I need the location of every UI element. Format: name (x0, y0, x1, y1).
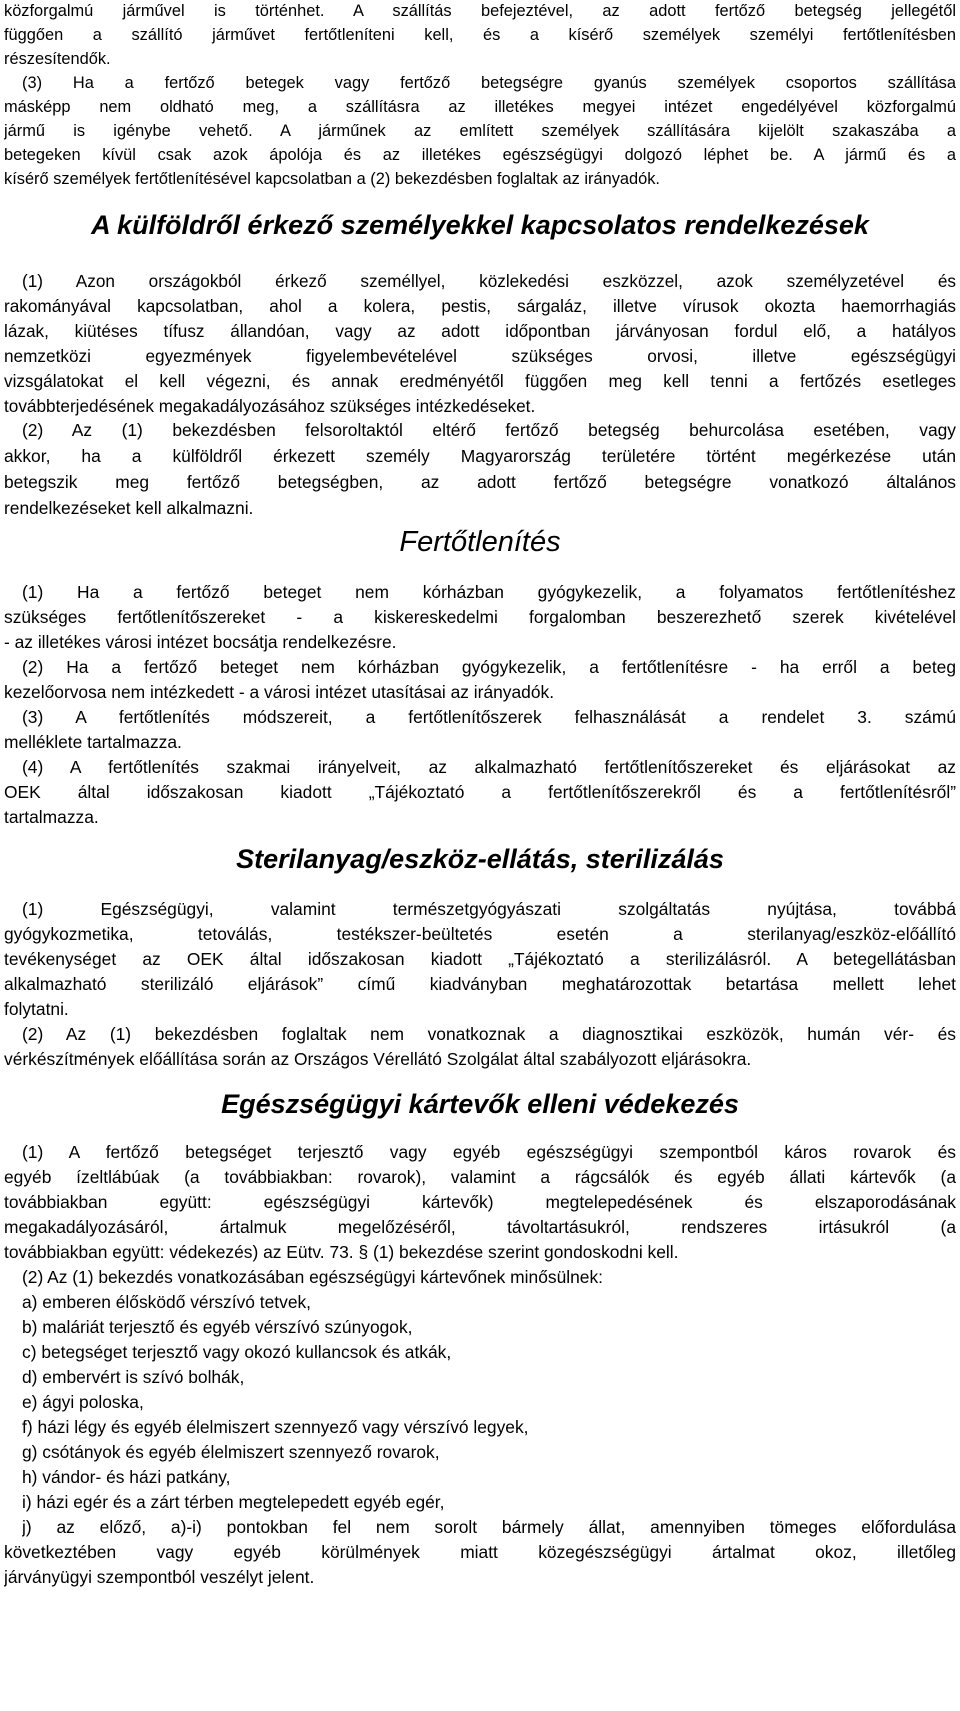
paragraph-line: részesítendők. (4, 50, 111, 68)
list-item: i) házi egér és a zárt térben megtelepedett egyéb egér, (22, 1492, 445, 1512)
paragraph-line: továbbiakban együtt: védekezés) az Eütv. 73. § (1) bekezdése szerint gondoskodni kell. (4, 1242, 679, 1262)
paragraph-line: továbbterjedésének megakadályozásához szükséges intézkedéseket. (4, 396, 536, 416)
paragraph-line: nemzetközi egyezmények figyelembevételével szükséges orvosi, illetve egészségügyi (4, 346, 956, 366)
paragraph-line: rendelkezéseket kell alkalmazni. (4, 498, 254, 518)
paragraph-line: következtében vagy egyéb körülmények miatt közegészségügyi ártalmat okoz, illetőleg (4, 1542, 956, 1562)
paragraph-line: szükséges fertőtlenítőszereket - a kiskereskedelmi forgalomban beszerezhető szerek kivételével (4, 607, 956, 627)
paragraph-line: folytatni. (4, 999, 69, 1019)
paragraph-line: betegszik meg fertőző betegségben, az adott fertőző betegségre vonatkozó általános (4, 472, 956, 492)
paragraph-line: függően a szállító járművet fertőtleníteni kell, és a kísérő személyek személyi fertőtlenítésben (4, 26, 956, 44)
paragraph-line: kezelőorvosa nem intézkedett - a városi intézet utasításai az irányadók. (4, 682, 555, 702)
list-item: b) maláriát terjesztő és egyéb vérszívó szúnyogok, (22, 1317, 413, 1337)
paragraph-line: továbbiakban együtt: egészségügyi kártevők) megtelepedésének és elszaporodásának (4, 1192, 956, 1212)
list-item: d) embervért is szívó bolhák, (22, 1367, 245, 1387)
paragraph-line: vizsgálatokat el kell végezni, és annak eredményétől függően meg kell tenni a fertőzés esetleges (4, 371, 956, 391)
paragraph-line: tevékenységet az OEK által időszakosan kiadott „Tájékoztató a sterilizálásról. A betegellátásban (4, 949, 956, 969)
list-item: h) vándor- és házi patkány, (22, 1467, 231, 1487)
paragraph-line: OEK által időszakosan kiadott „Tájékoztató a fertőtlenítőszerekről és a fertőtlenítésről” (4, 782, 956, 802)
paragraph-line: megakadályozásáról, ártalmuk megelőzéséről, távoltartásukról, rendszeres irtásukról (a (4, 1217, 956, 1237)
paragraph-line: (1) Azon országokból érkező személlyel, közlekedési eszközzel, azok személyzetével és (22, 271, 956, 291)
paragraph-line: közforgalmú járművel is történhet. A szállítás befejeztével, az adott fertőző betegség jellegétől (4, 2, 956, 20)
paragraph-line: (1) Egészségügyi, valamint természetgyógyászati szolgáltatás nyújtása, továbbá (22, 899, 956, 919)
paragraph-line: (2) Az (1) bekezdés vonatkozásában egészségügyi kártevőnek minősülnek: (22, 1267, 603, 1287)
paragraph-line: kísérő személyek fertőtlenítésével kapcsolatban a (2) bekezdésben foglaltak az irányadók. (4, 170, 660, 188)
paragraph-line: akkor, ha a külföldről érkezett személy Magyarország területére történt megérkezése után (4, 446, 956, 466)
paragraph-line: gyógykozmetika, tetoválás, testékszer-beültetés esetén a sterilanyag/eszköz-előállító (4, 924, 956, 944)
paragraph-line: lázak, kiütéses tífusz állandóan, vagy az adott időpontban járványosan fordul elő, a hatályos (4, 321, 956, 341)
paragraph-line: (1) A fertőző betegséget terjesztő vagy egyéb egészségügyi szempontból káros rovarok és (22, 1142, 956, 1162)
paragraph-line: jármű is igénybe vehető. A járműnek az említett személyek szállítására kijelölt szakaszába a (4, 122, 956, 140)
paragraph-line: rakományával kapcsolatban, ahol a kolera, pestis, sárgaláz, illetve vírusok okozta haemorrhagiás (4, 296, 956, 316)
list-item: e) ágyi poloska, (22, 1392, 144, 1412)
paragraph-line: (2) Az (1) bekezdésben foglaltak nem vonatkoznak a diagnosztikai eszközök, humán vér- és (22, 1024, 956, 1044)
paragraph-line: melléklete tartalmazza. (4, 732, 182, 752)
paragraph-line: tartalmazza. (4, 807, 99, 827)
list-item: j) az előző, a)-i) pontokban fel nem sorolt bármely állat, amennyiben tömeges előfordulása (22, 1517, 956, 1537)
paragraph-line: (4) A fertőtlenítés szakmai irányelveit, az alkalmazható fertőtlenítőszereket és eljárásokat az (22, 757, 956, 777)
paragraph-line: betegeken kívül csak azok ápolója és az illetékes egészségügyi dolgozó léphet be. A jármű és a (4, 146, 956, 164)
paragraph-line: másképp nem oldható meg, a szállításra az illetékes megyei intézet engedélyével közforgalmú (4, 98, 956, 116)
paragraph-line: (2) Ha a fertőző beteget nem kórházban gyógykezelik, a fertőtlenítésre - ha erről a beteg (22, 657, 956, 677)
paragraph-line: vérkészítmények előállítása során az Országos Vérellátó Szolgálat által szabályozott eljárásokra. (4, 1049, 752, 1069)
paragraph-line: alkalmazható sterilizáló eljárások” című kiadványban meghatározottak betartása mellett lehet (4, 974, 956, 994)
list-item: f) házi légy és egyéb élelmiszert szennyező vagy vérszívó legyek, (22, 1417, 529, 1437)
paragraph-line: - az illetékes városi intézet bocsátja rendelkezésre. (4, 632, 397, 652)
paragraph-line: (2) Az (1) bekezdésben felsoroltaktól eltérő fertőző betegség behurcolása esetében, vagy (22, 420, 956, 440)
section-heading-steril: Sterilanyag/eszköz-ellátás, sterilizálás (236, 844, 724, 874)
section-heading-kartevo: Egészségügyi kártevők elleni védekezés (221, 1089, 739, 1119)
section-heading-fertotlenites: Fertőtlenítés (399, 526, 561, 558)
paragraph-line: egyéb ízeltlábúak (a továbbiakban: rovarok), valamint a rágcsálók és egyéb állati kártevők (a (4, 1167, 956, 1187)
paragraph-line: járványügyi szempontból veszélyt jelent. (4, 1567, 315, 1587)
list-item: g) csótányok és egyéb élelmiszert szennyező rovarok, (22, 1442, 440, 1462)
list-item: a) emberen élősködő vérszívó tetvek, (22, 1292, 312, 1312)
section-heading-kulfold: A külföldről érkező személyekkel kapcsolatos rendelkezések (91, 210, 869, 240)
paragraph-line: (1) Ha a fertőző beteget nem kórházban gyógykezelik, a folyamatos fertőtlenítéshez (22, 582, 956, 602)
list-item: c) betegséget terjesztő vagy okozó kullancsok és atkák, (22, 1342, 452, 1362)
paragraph-line: (3) A fertőtlenítés módszereit, a fertőtlenítőszerek felhasználását a rendelet 3. számú (22, 707, 956, 727)
paragraph-line: (3) Ha a fertőző betegek vagy fertőző betegségre gyanús személyek csoportos szállítása (22, 74, 956, 92)
